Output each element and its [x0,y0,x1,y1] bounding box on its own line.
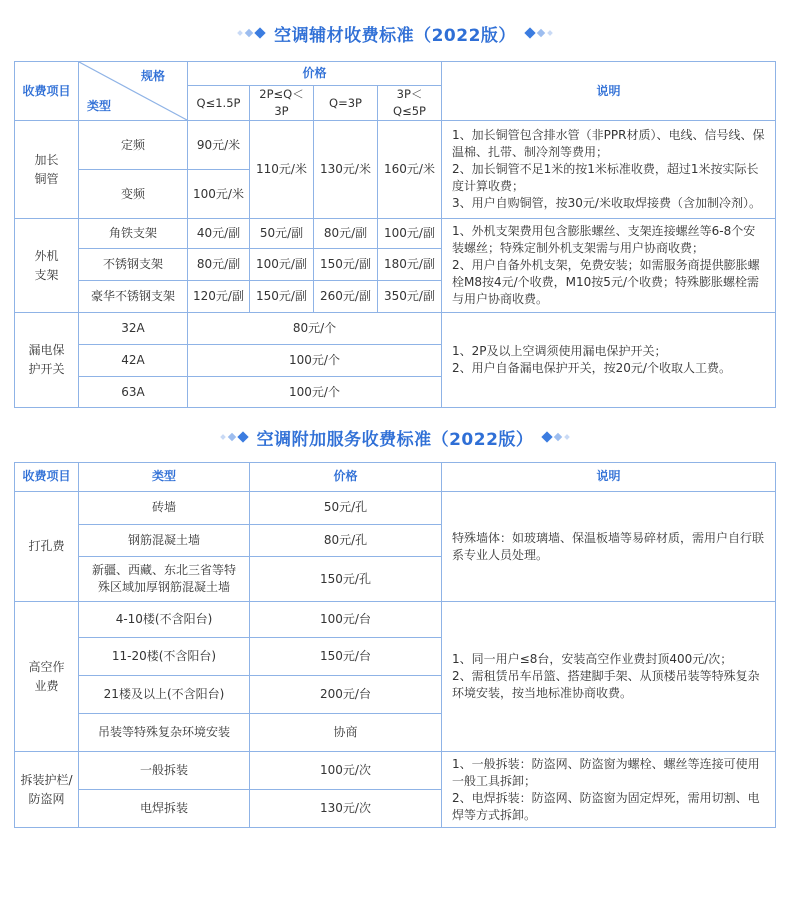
table-row [15,219,776,249]
pipe-category: 加长 铜管 [15,121,79,219]
bracket-type: 不锈钢支架 [79,249,188,281]
breaker-type: 63A [79,377,188,408]
pipe-price-shared: 160元/米 [378,121,442,219]
breaker-price: 80元/个 [188,313,442,345]
header-type: 类型 [87,99,112,113]
height-price: 100元/台 [250,602,442,638]
height-type: 吊装等特殊复杂环境安装 [79,714,250,752]
header-price: 价格 [250,463,442,492]
pipe-note: 1、加长铜管包含排水管（非PPR材质）、电线、信号线、保温棉、扎带、制冷剂等费用； 2、加长铜管不足1米的按1米标准收费，超过1米按实际长度计算收费； 3、用户自购铜管，按30元/米收取焊接费（含加制冷剂）。 [442,121,776,219]
header-item: 收费项目 [15,463,79,492]
remove-type: 一般拆装 [79,752,250,790]
pipe-price: 90元/米 [188,121,250,170]
table-row [15,491,776,524]
height-category: 高空作 业费 [15,602,79,752]
bracket-price: 80元/副 [188,249,250,281]
section1-title: 空调辅材收费标准（2022版） [274,25,516,46]
drill-note: 特殊墙体：如玻璃墙、保温板墙等易碎材质，需用户自行联系专业人员处理。 [442,491,776,602]
price-col-1: Q≤1.5P [188,86,250,121]
table-row [15,313,776,345]
table-row [15,602,776,638]
bracket-price: 80元/副 [314,219,378,249]
bracket-price: 100元/副 [378,219,442,249]
price-col-4: 3P＜Q≤5P [378,86,442,121]
bracket-price: 260元/副 [314,281,378,313]
bracket-note: 1、外机支架费用包含膨胀螺丝、支架连接螺丝等6-8个安装螺丝；特殊定制外机支架需与用户协商收费； 2、用户自备外机支架，免费安装；如需服务商提供膨胀螺栓M8按4元/个收费，M10按5元/个收费；特殊膨胀螺栓需与用户协商收费。 [442,219,776,313]
price-col-2: 2P≤Q＜3P [250,86,314,121]
bracket-price: 100元/副 [250,249,314,281]
left-diamond-ornament [238,29,264,37]
drill-price: 80元/孔 [250,524,442,557]
height-price: 协商 [250,714,442,752]
drill-type: 新疆、西藏、东北三省等特 殊区域加厚钢筋混凝土墙 [79,557,250,602]
breaker-price: 100元/个 [188,377,442,408]
header-note: 说明 [442,62,776,121]
drill-type: 钢筋混凝土墙 [79,524,250,557]
height-price: 200元/台 [250,676,442,714]
bracket-price: 350元/副 [378,281,442,313]
breaker-type: 42A [79,345,188,377]
breaker-type: 32A [79,313,188,345]
header-type: 类型 [79,463,250,492]
breaker-price: 100元/个 [188,345,442,377]
drill-price: 150元/孔 [250,557,442,602]
remove-price: 100元/次 [250,752,442,790]
height-type: 11-20楼(不含阳台) [79,638,250,676]
remove-note: 1、一般拆装：防盗网、防盗窗为螺栓、螺丝等连接可使用一般工具拆卸； 2、电焊拆装：防盗网、防盗窗为固定焊死，需用切割、电焊等方式拆卸。 [442,752,776,828]
remove-price: 130元/次 [250,789,442,827]
remove-type: 电焊拆装 [79,789,250,827]
pipe-type: 定频 [79,121,188,170]
remove-category: 拆装护栏/ 防盗网 [15,752,79,828]
height-type: 21楼及以上(不含阳台) [79,676,250,714]
bracket-type: 豪华不锈钢支架 [79,281,188,313]
drill-price: 50元/孔 [250,491,442,524]
header-note: 说明 [442,463,776,492]
pipe-price-shared: 110元/米 [250,121,314,219]
drill-category: 打孔费 [15,491,79,602]
bracket-price: 150元/副 [250,281,314,313]
bracket-price: 50元/副 [250,219,314,249]
table-row [15,121,776,170]
right-diamond-ornament [526,29,552,37]
accessories-fee-table [14,61,776,408]
pipe-type: 变频 [79,170,188,219]
height-note: 1、同一用户≤8台，安装高空作业费封顶400元/次； 2、需租赁吊车吊篮、搭建脚手架、从顶楼吊装等特殊复杂环境安装，按当地标准协商收费。 [442,602,776,752]
pipe-price-shared: 130元/米 [314,121,378,219]
bracket-type: 角铁支架 [79,219,188,249]
bracket-price: 150元/副 [314,249,378,281]
height-type: 4-10楼(不含阳台) [79,602,250,638]
price-col-3: Q=3P [314,86,378,121]
right-diamond-ornament [543,433,569,441]
left-diamond-ornament [221,433,247,441]
header-spec-type [79,62,188,121]
header-price: 价格 [188,62,442,86]
header-row [15,463,776,492]
section2-title-bar [0,426,790,448]
bracket-price: 120元/副 [188,281,250,313]
header-item: 收费项目 [15,62,79,121]
section1-title-bar [0,22,790,44]
height-price: 150元/台 [250,638,442,676]
breaker-category: 漏电保 护开关 [15,313,79,408]
pipe-price: 100元/米 [188,170,250,219]
bracket-price: 40元/副 [188,219,250,249]
drill-type: 砖墙 [79,491,250,524]
section2-title: 空调附加服务收费标准（2022版） [256,429,534,450]
header-row [15,62,776,86]
additional-service-fee-table [14,462,776,828]
bracket-price: 180元/副 [378,249,442,281]
header-spec: 规格 [140,69,165,83]
table-row [15,752,776,790]
bracket-category: 外机 支架 [15,219,79,313]
breaker-note: 1、2P及以上空调须使用漏电保护开关； 2、用户自备漏电保护开关，按20元/个收取人工费。 [442,313,776,408]
